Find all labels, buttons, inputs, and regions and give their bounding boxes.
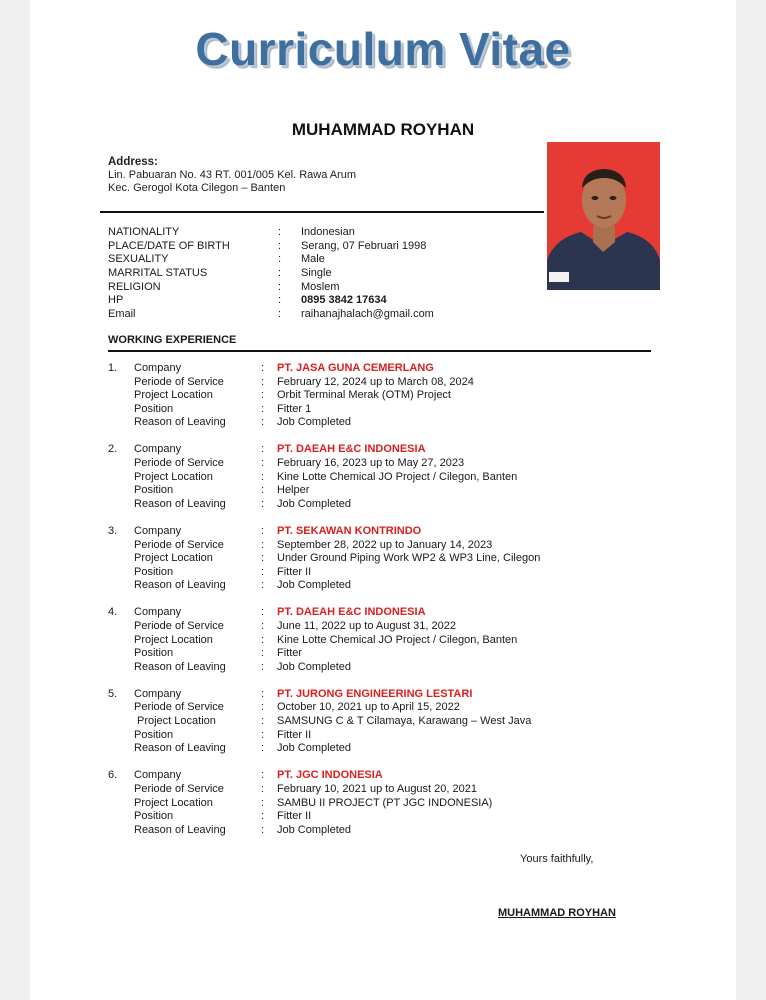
job-entry: 2. Company : PT. DAEAH E&C INDONESIA Periode of Service : February 16, 2023 up to May 27, 2023 Project Location : Kine Lotte Chemical JO Project / Cilegon, Banten Position : Helper Reason of Leaving : Job Completed [108,443,518,510]
personal-row: SEXUALITY : Male [108,253,325,266]
name-heading: MUHAMMAD ROYHAN [291,120,475,139]
address-label: Address: [108,156,158,168]
profile-photo [547,142,660,290]
job-entry: 6. Company : PT. JGC INDONESIA Periode of Service : February 10, 2021 up to August 20, 2021 Project Location : SAMBU II PROJECT (PT JGC INDONESIA) Position : Fitter II Reason of Leaving : Job Completed [108,769,493,836]
company-name: PT. JASA GUNA CEMERLANG [277,362,434,374]
personal-row: NATIONALITY : Indonesian [108,226,355,238]
company-name: PT. JURONG ENGINEERING LESTARI [277,687,473,700]
company-name: PT. SEKAWAN KONTRINDO [277,524,422,537]
personal-row: RELIGION : Moslem [108,280,340,293]
address-line-2: Kec. Gerogol Kota Cilegon – Banten [108,182,286,194]
company-name: PT. DAEAH E&C INDONESIA [277,443,426,456]
closing-text: Yours faithfully, [520,853,594,865]
company-name: PT. JGC INDONESIA [277,769,383,782]
personal-row: HP : 0895 3842 17634 [108,294,387,307]
signature-name: MUHAMMAD ROYHAN [498,907,616,919]
job-entry: 5. Company : PT. JURONG ENGINEERING LESTARI Periode of Service : October 10, 2021 up to April 15, 2022 Project Location : SAMSUNG C & T Cilamaya, Karawang – West Java Position : Fitter II Reason of Leaving : Job Completed [108,687,532,755]
job-entry: 4. Company : PT. DAEAH E&C INDONESIA Periode of Service : June 11, 2022 up to August 31, 2022 Project Location : Kine Lotte Chemical JO Project / Cilegon, Banten Position : Fitter Reason of Leaving : Job Completed [108,606,518,673]
section-title-experience: WORKING EXPERIENCE [108,334,237,346]
header-divider [100,211,544,213]
cv-page [30,0,736,1000]
phone-number: 0895 3842 17634 [301,294,387,307]
personal-info [108,226,434,322]
personal-row: PLACE/DATE OF BIRTH : Serang, 07 Februari 1998 [108,239,427,252]
company-name: PT. DAEAH E&C INDONESIA [277,606,426,619]
job-entry: 1. Company : PT. JASA GUNA CEMERLANG Periode of Service : February 12, 2024 up to March 08, 2024 Project Location : Orbit Terminal Merak (OTM) Project Position : Fitter 1 Reason of Leaving : Job Completed [108,362,474,429]
personal-row: MARRITAL STATUS : Single [108,267,332,280]
personal-row: Email : raihanajhalach@gmail.com [108,308,434,321]
job-entry: 3. Company : PT. SEKAWAN KONTRINDO Periode of Service : September 28, 2022 up to January 14, 2023 Project Location : Under Ground Piping Work WP2 & WP3 Line, Cilegon Position : Fitter II Reason of Leaving : Job Completed [108,524,541,592]
address-line-1: Lin. Pabuaran No. 43 RT. 001/005 Kel. Rawa Arum [108,169,357,181]
experience-list [108,362,668,851]
cv-title: Curriculum Vitae [195,23,571,75]
section-divider [108,350,651,352]
address-block [108,156,356,195]
person-photo-icon [547,142,660,290]
email-address: raihanajhalach@gmail.com [301,308,434,321]
